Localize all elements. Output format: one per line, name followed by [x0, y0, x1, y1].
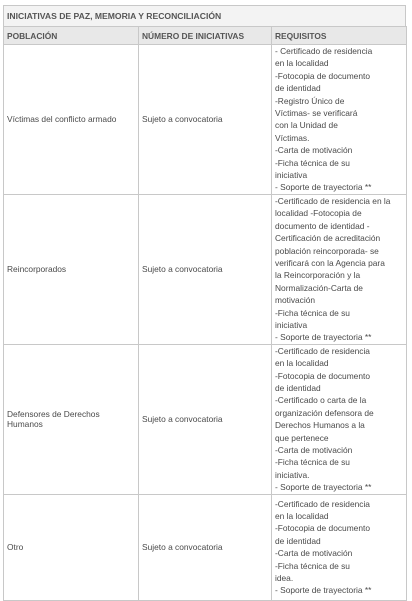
requisito-line: -Fotocopia de documento	[275, 70, 370, 81]
requisito-line: -Fotocopia de documento	[275, 523, 370, 534]
requisito-line: -Ficha técnica de su	[275, 157, 350, 168]
requisito-line: -Certificado de residencia	[275, 345, 370, 356]
requisito-line: -Ficha técnica de su	[275, 307, 350, 318]
header-requisitos: REQUISITOS	[272, 27, 407, 45]
requisitos-cell	[272, 194, 407, 344]
table-title: INICIATIVAS DE PAZ, MEMORIA Y RECONCILIACIÓN	[3, 5, 406, 26]
poblacion-cell: Reincorporados	[4, 194, 139, 344]
numero-cell: Sujeto a convocatoria	[139, 45, 272, 195]
requisito-line: en la localidad	[275, 58, 329, 69]
requisito-line: -Carta de motivación	[275, 445, 353, 455]
requisitos-cell	[272, 344, 407, 494]
header-numero-iniciativas: NÚMERO DE INICIATIVAS	[139, 27, 272, 45]
requisito-line: - Certificado de residencia	[275, 46, 373, 56]
requisito-line: Víctimas.	[275, 132, 310, 143]
requisito-line: de identidad	[275, 382, 321, 393]
requisito-line: Derechos Humanos a la	[275, 420, 365, 431]
requisito-line: -Certificado de residencia	[275, 498, 370, 509]
requisito-line: -Ficha técnica de su	[275, 560, 350, 571]
requisito-line: Normalización-Carta de	[275, 282, 363, 293]
requisito-line: -Registro Único de	[275, 95, 345, 106]
requisito-line: idea.	[275, 572, 294, 583]
requisito-line: -Carta de motivación	[275, 145, 353, 156]
poblacion-cell: Defensores de Derechos Humanos	[4, 344, 139, 494]
requisito-line: -Ficha técnica de su	[275, 457, 350, 468]
requisito-line: iniciativa.	[275, 469, 310, 480]
requisito-line: localidad -Fotocopia de	[275, 208, 362, 219]
requisito-line: -Carta de motivación	[275, 548, 353, 559]
requisito-line: -Fotocopia de documento	[275, 370, 370, 381]
numero-cell: Sujeto a convocatoria	[139, 344, 272, 494]
requisito-line: Certificación de acreditación	[275, 233, 381, 244]
table-row	[4, 194, 407, 344]
requisito-line: -Certificado o carta de la	[275, 395, 367, 406]
table-row	[4, 344, 407, 494]
requisito-line: de identidad	[275, 83, 321, 94]
requisitos-cell	[272, 494, 407, 600]
requirements-table	[3, 26, 407, 601]
requisito-line: - Soporte de trayectoria **	[275, 585, 372, 596]
requisito-line: con la Unidad de	[275, 120, 338, 131]
numero-cell: Sujeto a convocatoria	[139, 194, 272, 344]
requisito-line: que pertenece	[275, 432, 329, 443]
requisito-line: la Reincorporación y la	[275, 270, 361, 281]
requisito-line: verificará con la Agencia para	[275, 257, 385, 268]
requisito-line: Víctimas- se verificará	[275, 108, 358, 119]
requisito-line: - Soporte de trayectoria **	[275, 182, 372, 193]
requisito-line: en la localidad	[275, 510, 329, 521]
poblacion-cell: Víctimas del conflicto armado	[4, 45, 139, 195]
requisito-line: organización defensora de	[275, 407, 374, 418]
requisito-line: en la localidad	[275, 358, 329, 369]
table-row	[4, 494, 407, 600]
requisito-line: motivación	[275, 295, 316, 306]
requisito-line: población reincorporada- se	[275, 245, 379, 256]
poblacion-cell: Otro	[4, 494, 139, 600]
requisito-line: iniciativa	[275, 170, 308, 181]
requisito-line: - Soporte de trayectoria **	[275, 482, 372, 493]
header-poblacion: POBLACIÓN	[4, 27, 139, 45]
requisito-line: documento de identidad -	[275, 220, 370, 231]
requisito-line: - Soporte de trayectoria **	[275, 332, 372, 343]
numero-cell: Sujeto a convocatoria	[139, 494, 272, 600]
requisito-line: -Certificado de residencia en la	[275, 195, 391, 206]
requisito-line: iniciativa	[275, 319, 308, 330]
requisito-line: de identidad	[275, 535, 321, 546]
table-row	[4, 45, 407, 195]
requisitos-cell	[272, 45, 407, 195]
header-row	[4, 27, 407, 45]
